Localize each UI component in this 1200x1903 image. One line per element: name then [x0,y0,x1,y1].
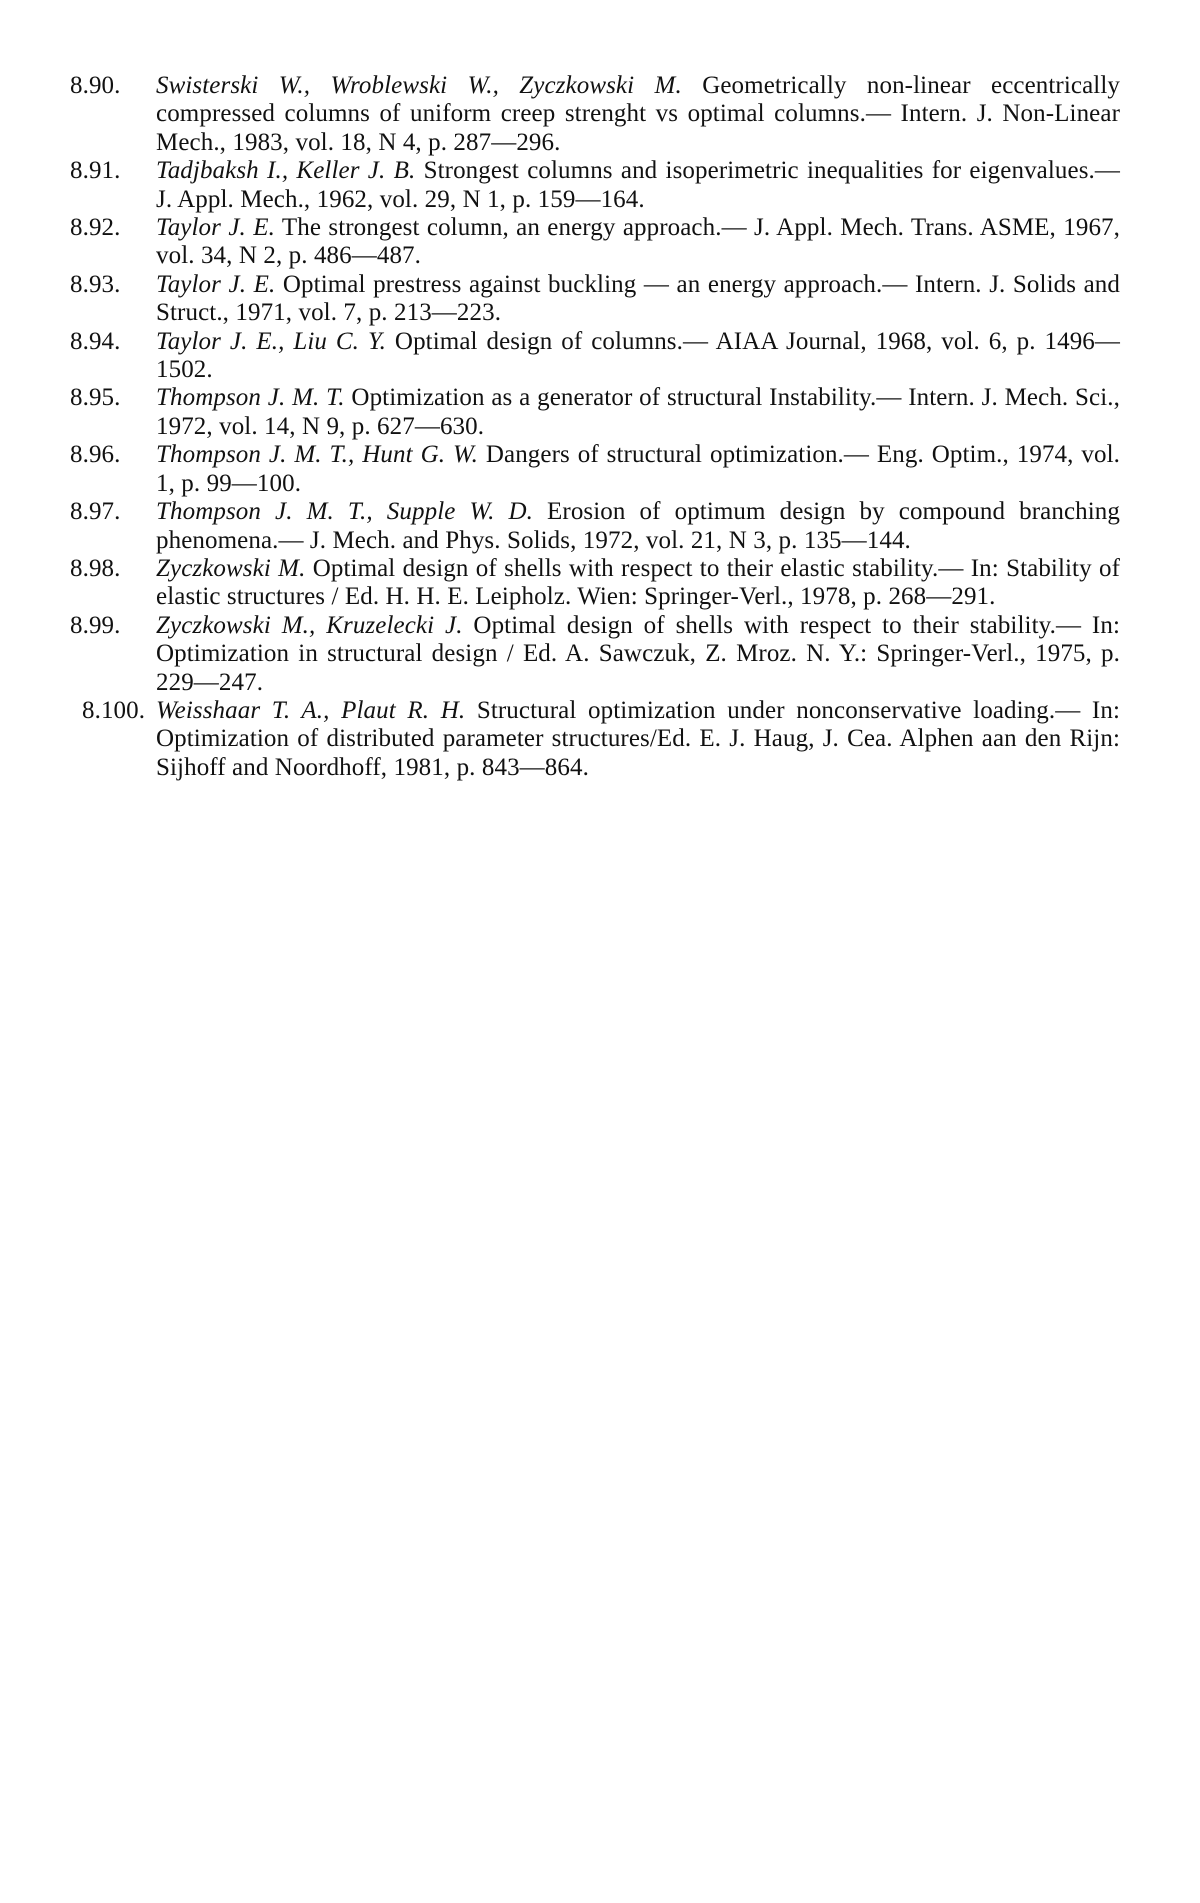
reference-text: Optimal prestress against buckling — an energy approach.— Intern. J. Solids and Struct., 1971, vol. 7, p. 213—223. [156,270,1120,327]
reference-item [70,157,1120,214]
reference-body [156,697,1120,782]
reference-body [156,271,1120,328]
reference-text: Optimal design of shells with respect to their elastic stability.— In: Stability of elastic structures / Ed. H. H. E. Leipholz. Wien: Springer-Verl., 1978, p. 268—291. [156,554,1121,611]
reference-number: 8.93. [70,270,121,298]
reference-body [156,498,1120,555]
reference-text: Optimal design of columns.— AIAA Journal, 1968, vol. 6, p. 1496—1502. [156,327,1120,384]
reference-body [156,72,1120,157]
reference-authors: Zyczkowski M., Kruzelecki J. [156,611,463,639]
reference-item [70,612,1120,697]
reference-item [70,72,1120,157]
reference-number: 8.100. [82,696,146,724]
reference-number: 8.97. [70,498,121,526]
reference-text: Erosion of optimum design by compound branching phenomena.— J. Mech. and Phys. Solids, 1972, vol. 21, N 3, p. 135—144. [156,498,1120,554]
reference-text: Strongest columns and isoperimetric inequalities for eigenvalues.— J. Appl. Mech., 1962, vol. 29, N 1, p. 159—164. [156,157,1120,213]
reference-item [70,697,1120,782]
reference-authors: Weisshaar T. A., Plaut R. H. [156,696,466,724]
reference-authors: Taylor J. E. [156,214,275,242]
reference-number: 8.96. [70,441,121,469]
reference-text: Optimal design of shells with respect to their stability.— In: Optimization in structural design / Ed. A. Sawczuk, Z. Mroz. N. Y.: Springer-Verl., 1975, p. 229—247. [156,611,1120,696]
reference-item [70,498,1120,555]
reference-body [156,441,1120,498]
reference-authors: Thompson J. M. T., Supple W. D. [156,498,533,526]
reference-number: 8.94. [70,327,121,355]
reference-number: 8.95. [70,384,121,412]
reference-item [70,271,1120,328]
reference-authors: Thompson J. M. T. [156,384,345,412]
reference-item [70,214,1120,271]
reference-item [70,555,1120,612]
reference-number: 8.98. [70,554,121,582]
reference-body [156,328,1120,385]
reference-authors: Zyczkowski M. [156,554,306,582]
reference-number: 8.91. [70,157,121,185]
reference-text: Geometrically non-linear eccentrically compressed columns of uniform creep strenght vs optimal columns.— Intern. J. Non-Linear Mech., 1983, vol. 18, N 4, p. 287—296. [156,72,1120,156]
reference-number: 8.99. [70,611,121,639]
reference-item [70,384,1120,441]
reference-text: Structural optimization under nonconservative loading.— In: Optimization of distributed parameter structures/Ed. E. J. Haug, J. Cea. Alphen aan den Rijn: Sijhoff and Noordhoff, 1981, p. 843—864. [156,696,1120,781]
reference-authors: Swisterski W., Wroblewski W., Zyczkowski M. [156,72,682,99]
reference-authors: Taylor J. E. [156,270,276,298]
reference-body [156,555,1120,612]
reference-body [156,214,1120,271]
reference-number: 8.90. [70,72,121,99]
reference-item [70,328,1120,385]
reference-list [70,72,1120,782]
reference-text: The strongest column, an energy approach.— J. Appl. Mech. Trans. ASME, 1967, vol. 34, N 2, p. 486—487. [156,214,1121,270]
reference-authors: Taylor J. E., Liu C. Y. [156,327,387,355]
reference-number: 8.92. [70,214,121,242]
reference-body [156,384,1120,441]
reference-body [156,612,1120,697]
reference-page [70,72,1120,782]
reference-authors: Thompson J. M. T., Hunt G. W. [156,441,478,469]
reference-item [70,441,1120,498]
reference-text: Dangers of structural optimization.— Eng. Optim., 1974, vol. 1, p. 99—100. [156,441,1120,497]
reference-text: Optimization as a generator of structural Instability.— Intern. J. Mech. Sci., 1972, vol. 14, N 9, p. 627—630. [156,384,1120,440]
reference-body [156,157,1120,214]
reference-authors: Tadjbaksh I., Keller J. B. [156,157,416,185]
